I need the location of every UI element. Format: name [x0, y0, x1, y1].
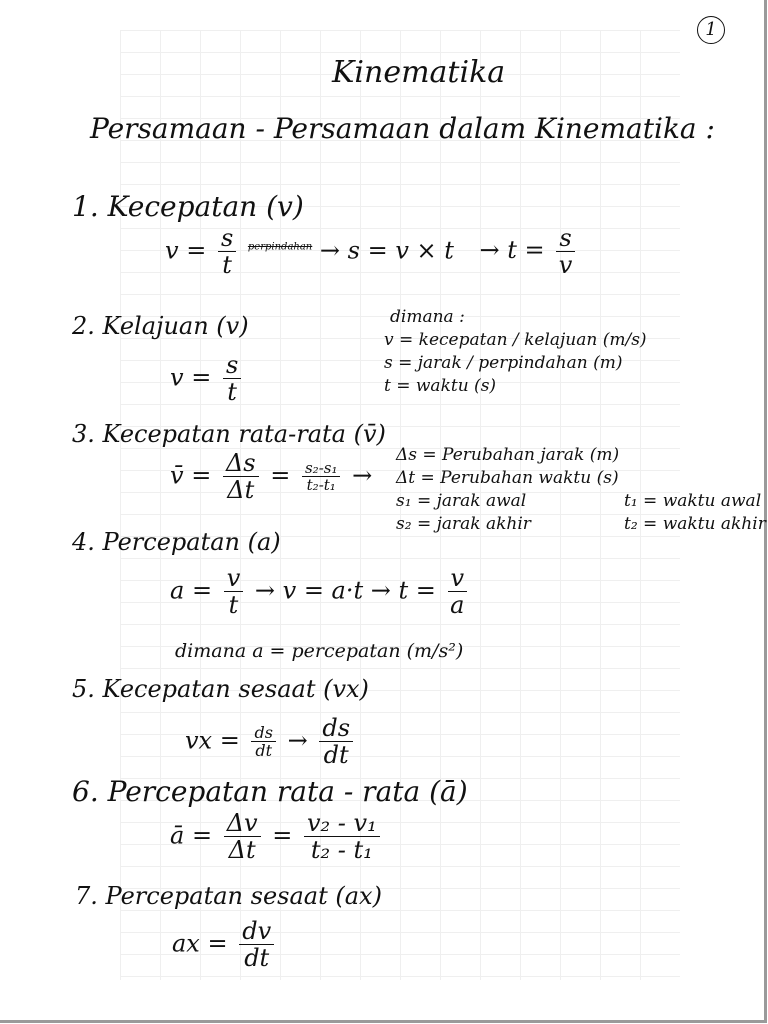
formula-7 — [172, 918, 278, 972]
legend-line: t = waktu (s) — [384, 376, 497, 396]
lhs: ā = — [170, 821, 213, 850]
legend-item: t₂ = waktu akhir — [624, 514, 766, 534]
lhs: v̄ = — [170, 461, 212, 490]
legend-line: s = jarak / perpindahan (m) — [384, 353, 623, 373]
fraction — [304, 810, 380, 864]
denominator: t — [227, 378, 237, 407]
denominator: dt — [244, 944, 270, 973]
page-number: 1 — [697, 16, 725, 44]
lhs: a = — [170, 576, 213, 605]
rest: → v = a·t → t = — [254, 576, 436, 605]
denominator: dt — [255, 741, 273, 761]
heading-4: 4. Percepatan (a) — [72, 528, 281, 556]
fraction — [224, 810, 261, 864]
heading-5: 5. Kecepatan sesaat (vx) — [72, 675, 369, 703]
lhs: vx = — [185, 726, 240, 755]
numerator: s — [223, 352, 241, 379]
equals: = — [272, 821, 293, 850]
formula-1 — [165, 225, 579, 279]
fraction — [218, 225, 236, 279]
numerator: dv — [239, 918, 274, 945]
legend-line: Δs = Perubahan jarak (m) — [396, 445, 620, 465]
formula-5 — [185, 715, 357, 769]
denominator: Δt — [228, 836, 256, 865]
formula-2 — [170, 352, 245, 406]
legend-line — [396, 513, 766, 536]
fraction — [448, 565, 468, 619]
formula-6 — [170, 810, 384, 864]
legend-line: dimana : — [390, 307, 465, 327]
note-4: dimana a = percepatan (m/s²) — [175, 640, 464, 662]
legend-2 — [396, 444, 766, 536]
legend-item: t₁ = waktu awal — [624, 491, 762, 511]
heading-2: 2. Kelajuan (v) — [72, 312, 249, 340]
rest2: → t = — [479, 236, 545, 265]
subtitle: Persamaan - Persamaan dalam Kinematika : — [90, 112, 715, 145]
formula-3 — [170, 450, 372, 504]
lhs: v = — [165, 236, 207, 265]
denominator: t₂-t₁ — [306, 476, 336, 495]
numerator: ds — [319, 715, 353, 742]
equals: = — [270, 461, 291, 490]
legend-line: v = kecepatan / kelajuan (m/s) — [384, 330, 647, 350]
heading-7: 7. Percepatan sesaat (ax) — [75, 882, 382, 910]
arrow: → — [287, 726, 308, 755]
legend-1 — [384, 306, 647, 398]
numerator: Δs — [223, 450, 259, 477]
fraction — [223, 352, 241, 406]
numerator: s — [556, 225, 574, 252]
denominator: Δt — [227, 476, 255, 505]
denominator: t — [228, 591, 239, 620]
legend-line — [396, 490, 766, 513]
heading-6: 6. Percepatan rata - rata (ā) — [72, 775, 468, 808]
numerator: Δv — [224, 810, 261, 837]
lhs: v = — [170, 363, 212, 392]
denominator: t₂ - t₁ — [310, 836, 373, 865]
denominator: a — [450, 591, 465, 620]
numerator: ds — [251, 724, 275, 743]
fraction — [556, 225, 574, 279]
fraction — [224, 565, 244, 619]
legend-item: s₁ = jarak awal — [396, 491, 527, 511]
legend-line: Δt = Perubahan waktu (s) — [396, 468, 619, 488]
fraction — [319, 715, 353, 769]
formula-4 — [170, 565, 471, 619]
heading-1: 1. Kecepatan (v) — [72, 190, 304, 223]
lhs: ax = — [172, 929, 228, 958]
denominator: t — [222, 251, 232, 280]
fraction — [251, 724, 275, 760]
crossed-word: perpindahan — [247, 241, 313, 253]
denominator: dt — [323, 741, 349, 770]
fraction — [239, 918, 274, 972]
arrow: → — [352, 461, 373, 490]
fraction — [223, 450, 259, 504]
legend-item: s₂ = jarak akhir — [396, 514, 531, 534]
rest: → s = v × t — [319, 236, 454, 265]
heading-3: 3. Kecepatan rata-rata (v̄) — [72, 420, 386, 448]
numerator: s — [218, 225, 236, 252]
numerator: v₂ - v₁ — [304, 810, 380, 837]
numerator: v — [448, 565, 468, 592]
numerator: s₂-s₁ — [302, 460, 341, 478]
page-title: Kinematika — [332, 55, 506, 90]
numerator: v — [224, 565, 244, 592]
denominator: v — [558, 251, 573, 280]
fraction — [302, 460, 341, 494]
